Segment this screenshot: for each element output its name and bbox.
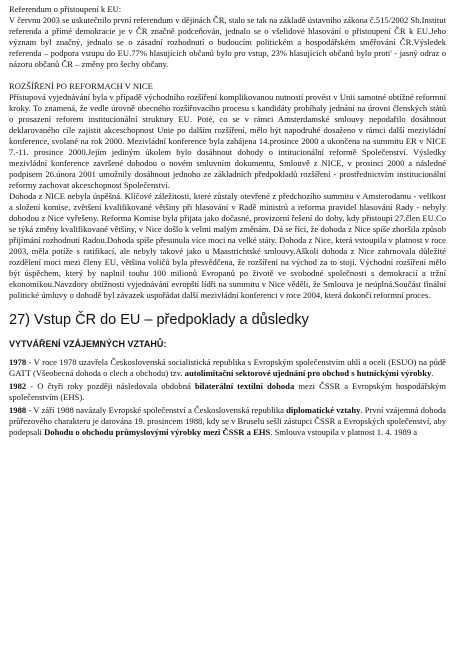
entry-1982 [9, 381, 446, 403]
nice-paragraph-1: Přístupová vyjednávání byla v případě východního rozšíření komplikovanou nutností provést v Unii samotné obtížné reformní kroky. To znamená, že vedle úrovně obecného rozšiřovacího procesu s kandidáty probíhaly jednání na úrovni členských států o prosazení reforem institucionální struktury EU. Poté, co se v rámci Amsterdamské smlouvy nepodařilo dosáhnout deklarovaného cíle zajistit akceschopnost Unie po dalším rozšíření, mělo být napodruhé dosaženo v rámci další mezivládní konference, svolané na rok 2000. Mezivládní konference byla zahájena 14.prosince 2000 a ukončena na summitu ER v NICE 7.-11. prosince 2000.Jejím jediným úkolem bylo dosáhnout dohody o intitucionální reformě Společenství. Výsledky mezivládní konference završené dohodou o novém smluvním dokumentu, Smlouvě z NICE, v prosinci 2000 a následné podpisem 26.února 2001 umožnily dosáhnout jednoho ze základních předpokladů rozšíření - prostřednictvím institucionální reformy zachovat akceschopnost Společenství. [9, 92, 446, 190]
entry-text: . Smlouva vstoupila v platnost 1. 4. 1989 a [270, 427, 418, 437]
entry-bold-text: autolimitační sektorové ujednání pro obchod s hutnickými výrobky [184, 368, 432, 378]
entry-bold-text: Dohodu o obchodu průmyslovými výrobky mezi ČSSR a EHS [44, 427, 271, 437]
referendum-heading: Referendum o přistoupení k EU: [9, 4, 122, 14]
nice-paragraph-2: Dohoda z NICE nebyla úspěšná. Klíčové záležitosti, které zůstaly otevřené z předchozího summitu v Amsterodamu - velikost a složení komise, zvětšení kvalifikované většiny při hlasování v Radě ministrů a reforma pravidel hlasování Rady - nebyly dohodou z Nice vyřešeny. Reforma Komise byla přijata jako dočasné, provizorní řešení do doby, kdy přistoupí 27.člen EU.Co se týká změny kvalifikované většiny, v Nice došlo k velmi malým změnám. Dá se říci, že dohoda z Nice spíše zhoršila způsob přijímání rozhodnutí Radou.Dohoda spíše přesunula více moci na velké státy. Dohoda z Nice, která vstoupila v platnost v roce 2003, měla potíže s ratifikací, ale nebyly takové jako u Maastrichtské smlouvy.Aškoli dohoda z Nice zahrnovala důležité rozdělení moci mezi členy EU, většina voličů byla přesvědčena, že rozšíření na východ za to stojí. Východní rozšíření mělo být úspěchem, který by naplnil touhu 100 milionů Evropanů po životě ve svobodné společnosti s demokracií a tržní ekonomikou.Navzdory obtížnosti vyjednávání evropští lídři na summitu v Nice věděli, že Smlouva je neúplná.Součást finální politické úmluvy o dohodě byl závazek uspořádat další mezivládní konferenci v roce 2004, která dokončí reformní proces. [9, 191, 446, 300]
entry-text: - V roce 1978 uzavřela Československá socialistická republika s Evropským společenstvím uhlí a oceli (ESUO) na půdě GATT (Všeobecná dohoda o clech a obchodu) tzv. [9, 357, 446, 378]
referendum-section [9, 4, 446, 301]
referendum-paragraph: V červnu 2003 se uskutečnilo první referendum v dějinách ČR, stalo se tak na základě ústavního zákona č.515/2002 Sb.Institut referenda a přímé demokracie je v ČR značně podceňován, jednalo se o všelidové hlasování o přistoupení ČR k EU.Jeho význam byl značný, jednalo se o zásadní rozhodnutí o budoucím politickém a hospodářském směřování ČR.Výsledek referenda – podpora vstupu do EU.77% hlasujících občanů bylo pro vstup, 23% hlasujících občanů bylo proti' - jasný odraz o názoru občanů ČR – změny pro šechy občany. [9, 15, 446, 69]
entry-1988 [9, 405, 446, 438]
relations-entries [9, 357, 446, 438]
entry-text: . [431, 368, 434, 378]
entry-bold-text: bilaterální textilní dohoda [194, 381, 295, 391]
entry-year: 1982 [9, 381, 27, 391]
relations-subheading: VYTVÁŘENÍ VZÁJEMNÝCH VZTAHŮ: [9, 339, 167, 349]
entry-text: mezi ČSSR a Evropským hospodářským společenstvím (EHS). [9, 381, 446, 402]
entry-text: - V září 1988 navázaly Evropské společenství a Československá republika [26, 405, 287, 415]
spacer [9, 70, 446, 81]
entry-text: . První vzájemná dohoda průřezového charakteru je datována 19. prosincem 1988, kdy se v Bruselu sešli zástupci ČSSR a Evropských společenství, aby podepsali [9, 405, 446, 437]
nice-heading: ROZŠÍŘENÍ PO REFORMACH V NICE [9, 81, 153, 91]
entry-bold-text: diplomatické vztahy [286, 405, 361, 415]
section-27-title: 27) Vstup ČR do EU – předpoklady a důsledky [9, 312, 309, 328]
entry-year: 1988 [9, 405, 27, 415]
entry-year: 1978 [9, 357, 27, 367]
entry-1978 [9, 357, 446, 379]
entry-text: - O čtyři roky později následovala obdobná [26, 381, 195, 391]
